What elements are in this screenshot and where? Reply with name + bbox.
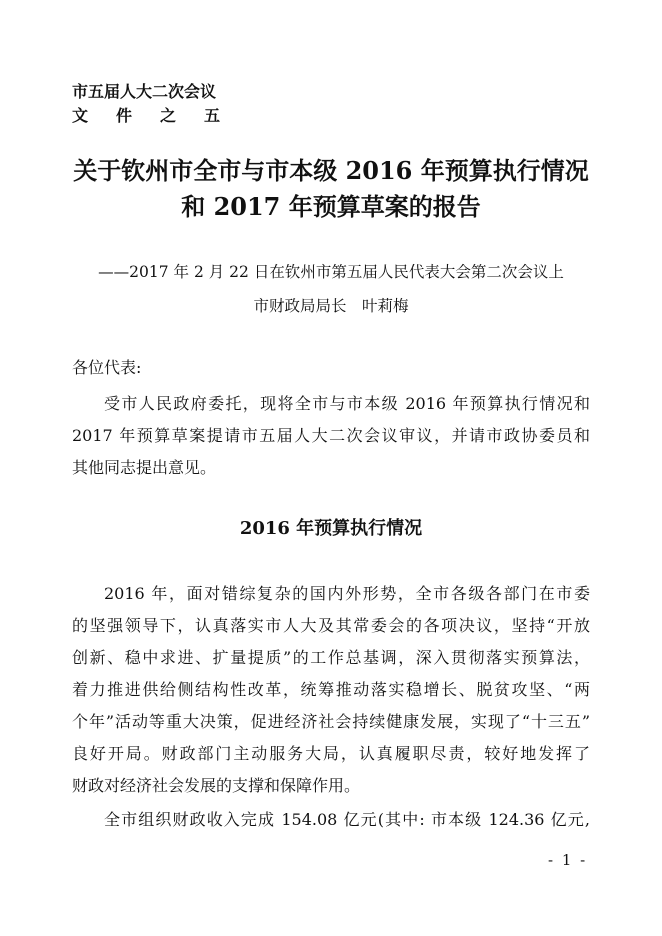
- report-speaker: 市财政局局长 叶莉梅: [253, 297, 409, 315]
- intro-line: 2017 年预算草案提请市五届人大二次会议审议，并请市政协委员和: [72, 426, 590, 445]
- paragraph-line: 财政对经济社会发展的支撑和保障作用。: [72, 776, 361, 795]
- intro-line: 其他同志提出意见。: [72, 458, 217, 477]
- document-number: 文件之五: [72, 106, 249, 125]
- meeting-name: 市五届人大二次会议: [72, 82, 217, 101]
- report-title-line-2: 和 2017 年预算草案的报告: [181, 192, 481, 221]
- salutation: 各位代表:: [72, 358, 142, 377]
- paragraph-line: 2016 年，面对错综复杂的国内外形势，全市各级各部门在市委: [104, 584, 590, 603]
- intro-line: 受市人民政府委托，现将全市与市本级 2016 年预算执行情况和: [104, 394, 590, 413]
- paragraph-line: 个年”活动等重大决策，促进经济社会持续健康发展，实现了“十三五”: [72, 712, 590, 731]
- paragraph-line: 着力推进供给侧结构性改革，统筹推动落实稳增长、脱贫攻坚、“两: [72, 680, 590, 699]
- page-number: - 1 -: [548, 851, 588, 869]
- document-header: [72, 80, 248, 128]
- report-title-line-1: 关于钦州市全市与市本级 2016 年预算执行情况: [73, 156, 589, 185]
- section-heading: 2016 年预算执行情况: [239, 518, 423, 539]
- report-date-venue: ——2017 年 2 月 22 日在钦州市第五届人民代表大会第二次会议上: [98, 263, 564, 281]
- paragraph-line: 创新、稳中求进、扩量提质”的工作总基调，深入贯彻落实预算法，: [72, 648, 590, 667]
- paragraph-line: 良好开局。财政部门主动服务大局，认真履职尽责，较好地发挥了: [72, 744, 590, 763]
- paragraph-line: 的坚强领导下，认真落实市人大及其常委会的各项决议，坚持“开放: [72, 616, 590, 635]
- paragraph-line: 全市组织财政收入完成 154.08 亿元(其中: 市本级 124.36 亿元,: [104, 810, 590, 829]
